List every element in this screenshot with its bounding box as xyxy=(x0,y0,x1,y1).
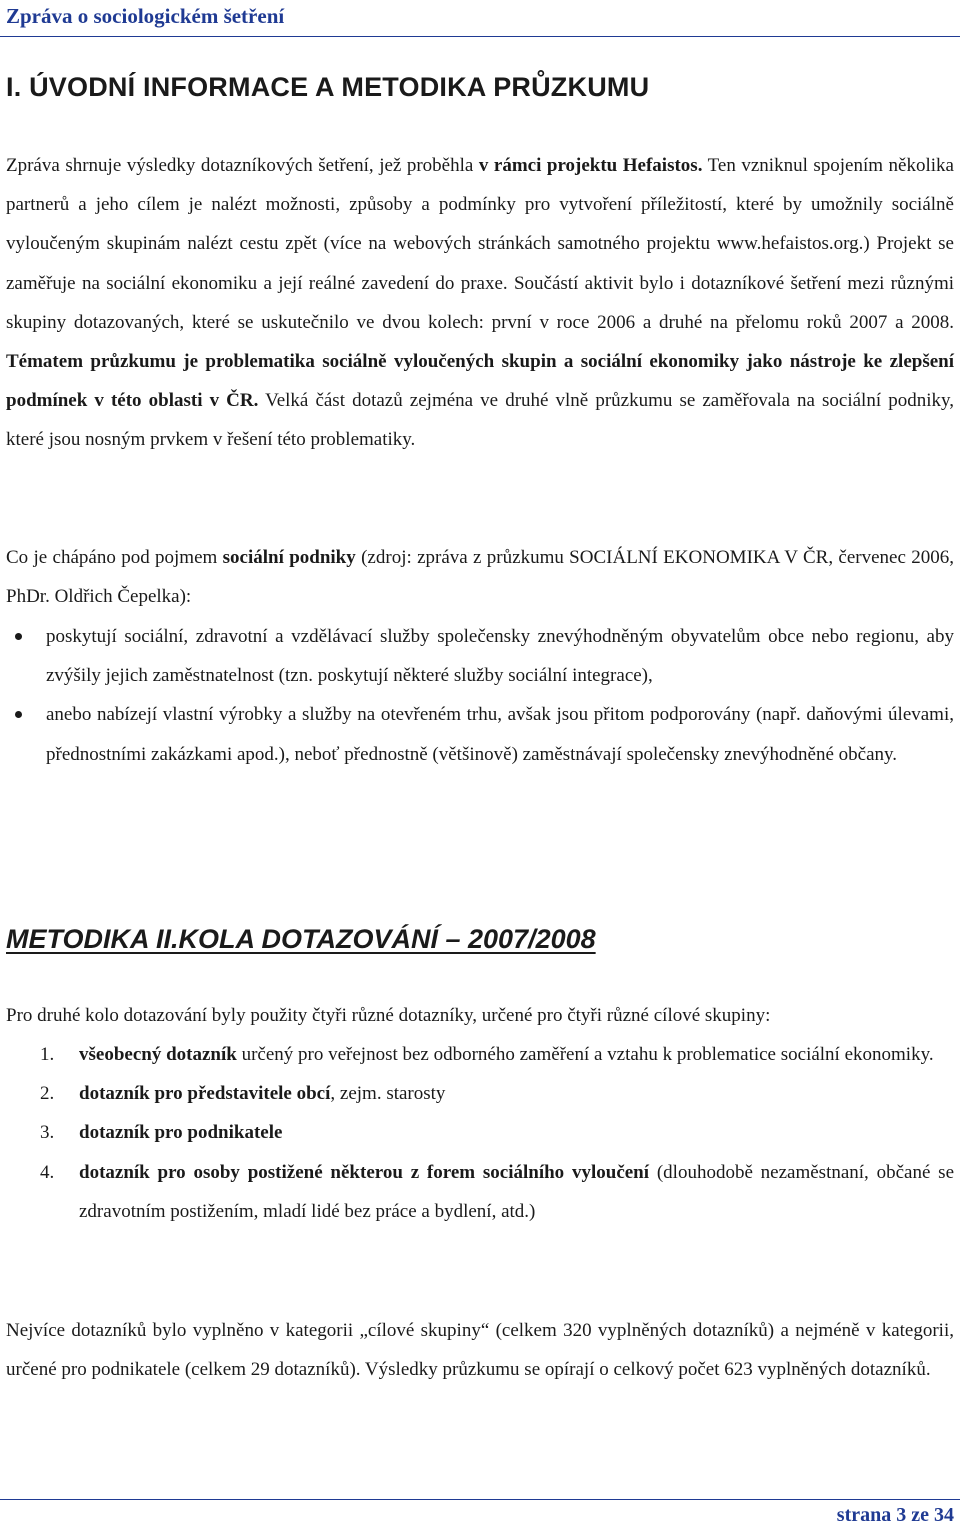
metodika-intro: Pro druhé kolo dotazování byly použity čtyři různé dotazníky, určené pro čtyři různé cílové skupiny: xyxy=(6,1005,771,1026)
item-bold: všeobecný dotazník xyxy=(79,1044,237,1065)
conclusion-paragraph: Nejvíce dotazníků bylo vyplněno v kategorii „cílové skupiny“ (celkem 320 vyplněných dotazníků) a nejméně v kategorii, určené pro podnikatele (celkem 29 dotazníků). Výsledky průzkumu se opírají o celkový počet 623 vyplněných dotazníků. xyxy=(6,1320,954,1381)
item-number: 1. xyxy=(40,1044,55,1065)
questionnaire-item xyxy=(6,1035,954,1074)
running-header: Zpráva o sociologickém šetření xyxy=(6,4,285,28)
item-number: 4. xyxy=(40,1161,55,1183)
bullet-dot-icon xyxy=(15,711,22,718)
bullet-text: poskytují sociální, zdravotní a vzdělávací služby společensky znevýhodněným obyvatelům obce nebo regionu, aby zvýšily jejich zaměstnatelnost (tzn. poskytují některé služby sociální integrace), xyxy=(46,626,954,687)
definition-text-2: (zdroj: zpráva z průzkumu SOCIÁLNÍ EKONOMIKA V ČR, červenec 2006, PhDr. Oldřich Čepelka): xyxy=(6,547,955,608)
item-bold: dotazník pro podnikatele xyxy=(79,1122,283,1144)
bullet-item xyxy=(6,617,954,695)
item-number: 2. xyxy=(40,1083,55,1105)
questionnaire-item xyxy=(6,1153,954,1231)
footer-divider xyxy=(0,1499,960,1500)
intro-text-3: Velká část dotazů zejména ve druhé vlně průzkumu se zaměřovala na sociální podniky, které jsou nosným prvkem v řešení této problematiky. xyxy=(6,390,954,451)
questionnaire-list xyxy=(6,1035,954,1231)
definition-paragraph xyxy=(6,538,954,616)
bullet-dot-icon xyxy=(15,633,22,640)
questionnaire-item xyxy=(6,1074,954,1113)
social-enterprise-bullet-list xyxy=(6,617,954,774)
item-bold: dotazník pro osoby postižené některou z forem sociálního vyloučení xyxy=(79,1161,650,1183)
header-divider xyxy=(0,36,960,37)
item-text: , zejm. starosty xyxy=(330,1083,446,1105)
section-title: I. ÚVODNÍ INFORMACE A METODIKA PRŮZKUMU xyxy=(6,72,650,102)
item-number: 3. xyxy=(40,1122,55,1144)
intro-paragraph xyxy=(6,146,954,460)
bullet-text: anebo nabízejí vlastní výrobky a služby na otevřeném trhu, avšak jsou přitom podporovány (např. daňovými úlevami, přednostními zakázkami apod.), neboť přednostně (většinově) zaměstnávají společensky znevýhodněné občany. xyxy=(46,704,954,765)
intro-text-2: Ten vzniknul spojením několika partnerů a jeho cílem je nalézt možnosti, způsoby a podmínky pro vytvoření příležitostí, které by umožnily sociálně vyloučeným skupinám nalézt cestu zpět (více na webových stránkách samotného projektu www.hefaistos.org.) Projekt se zaměřuje na sociální ekonomiku a její reálné zavedení do praxe. Součástí aktivit bylo i dotazníkové šetření mezi různými skupiny dotazovaných, které se uskutečnilo ve dvou kolech: první v roce 2006 a druhé na přelomu roků 2007 a 2008. xyxy=(6,155,954,333)
intro-text-1: Zpráva shrnuje výsledky dotazníkových šetření, jež proběhla xyxy=(6,155,479,176)
item-text: určený pro veřejnost bez odborného zaměření a vztahu k problematice sociální ekonomiky. xyxy=(236,1044,934,1065)
definition-text-1: Co je chápáno pod pojmem xyxy=(6,547,223,568)
item-bold: dotazník pro představitele obcí xyxy=(79,1083,331,1105)
item-text: (dlouhodobě nezaměstnaní, občané se zdravotním postižením, mladí lidé bez práce a bydlení, atd.) xyxy=(79,1161,955,1222)
intro-bold-2: Tématem průzkumu je problematika sociálně vyloučených skupin a sociální ekonomiky jako nástroje ke zlepšení podmínek v této oblasti v ČR. xyxy=(6,351,954,412)
questionnaire-item xyxy=(6,1113,954,1152)
bullet-item xyxy=(6,695,954,773)
definition-bold: sociální podniky xyxy=(222,547,356,568)
page-number: strana 3 ze 34 xyxy=(836,1504,954,1526)
metodika-title: METODIKA II.KOLA DOTAZOVÁNÍ – 2007/2008 xyxy=(6,924,596,954)
intro-bold-1: v rámci projektu Hefaistos. xyxy=(478,155,703,176)
